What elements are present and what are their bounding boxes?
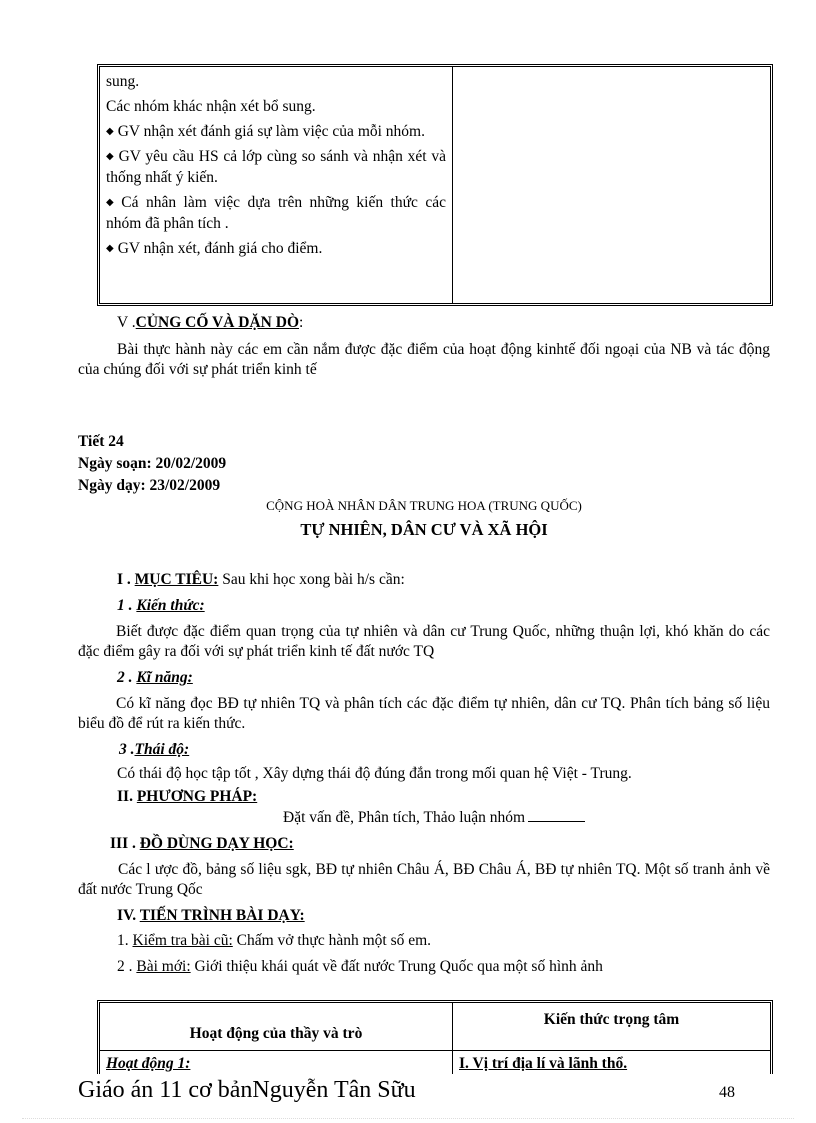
prep-date: Ngày soạn: 20/02/2009 (78, 455, 227, 472)
bulleted-paragraph: ◆ GV yêu cầu HS cả lớp cùng so sánh và nhận xét và thống nhất ý kiến. (106, 148, 446, 186)
column-header-key-knowledge: Kiến thức trọng tâm (543, 1011, 680, 1028)
diamond-bullet-icon: ◆ (106, 151, 115, 162)
section-iii-title: ĐỒ DÙNG DẠY HỌC: (139, 835, 294, 852)
section-iv-title: TIẾN TRÌNH BÀI DẠY: (139, 907, 305, 924)
method-text: Đặt vấn đề, Phân tích, Thảo luận nhóm (283, 808, 585, 828)
diamond-bullet-icon: ◆ (106, 243, 114, 254)
lesson-activity-table (97, 1000, 773, 1074)
section-iii-heading: III . ĐỒ DÙNG DẠY HỌC: (110, 835, 294, 852)
table-header-separator (100, 1050, 770, 1051)
section-iv-heading: IV. TIẾN TRÌNH BÀI DẠY: (117, 907, 305, 924)
activity-table-continued (97, 64, 773, 306)
teacher-student-activity-cell (106, 71, 446, 263)
footer-rule (22, 1118, 794, 1119)
knowledge-heading: 1 . Kiến thức: (117, 597, 205, 614)
section-i-title: MỤC TIÊU: (134, 571, 219, 588)
teach-date: Ngày dạy: 23/02/2009 (78, 477, 221, 494)
bulleted-paragraph: ◆ Cá nhân làm việc dựa trên những kiến thức các nhóm đã phân tích . (106, 194, 446, 232)
attitude-heading: 3 .Thái độ: (119, 741, 190, 758)
location-territory-heading: I. Vị trí địa lí và lãnh thổ. (459, 1055, 628, 1072)
materials-text: Các l ược đồ, bảng số liệu sgk, BĐ tự nhiên Châu Á, BĐ Châu Á, BĐ tự nhiên TQ. Một số tranh ảnh về đất nước Trung Qốc (78, 861, 770, 898)
bulleted-paragraph: ◆ GV nhận xét đánh giá sự làm việc của mỗi nhóm. (106, 123, 425, 140)
bulleted-paragraph: ◆ GV nhận xét, đánh giá cho điểm. (106, 240, 323, 257)
column-header-activities: Hoạt động của thầy và trò (189, 1025, 363, 1042)
section-v-heading: V .CỦNG CỐ VÀ DẶN DÒ: (117, 314, 304, 331)
lesson-subtitle: TỰ NHIÊN, DÂN CƯ VÀ XÃ HỘI (300, 520, 548, 539)
lesson-country-title: CỘNG HOÀ NHÂN DÂN TRUNG HOA (TRUNG QUỐC) (266, 498, 582, 513)
skill-text: Có kĩ năng đọc BĐ tự nhiên TQ và phân tích các đặc điểm tự nhiên, dân cư TQ. Phân tích bảng số liệu biểu đồ để rút ra kiến thức. (78, 695, 770, 732)
activity-1-label: Hoạt động 1: (106, 1055, 191, 1072)
diamond-bullet-icon: ◆ (106, 126, 114, 137)
progress-item-1: 1. Kiểm tra bài cũ: Chấm vở thực hành một số em. (117, 932, 432, 949)
page-number: 48 (719, 1084, 735, 1101)
section-i-heading: I . MỤC TIÊU: Sau khi học xong bài h/s cần: (117, 571, 405, 588)
table-column-divider (452, 67, 453, 303)
section-ii-heading: II. PHƯƠNG PHÁP: (117, 788, 258, 805)
method-blank-line (528, 821, 585, 822)
knowledge-text: Biết được đặc điểm quan trọng của tự nhiên và dân cư Trung Quốc, những thuận lợi, khó khăn do các đặc điểm gây ra đối với sự phát triển kinh tế đất nước TQ (78, 623, 770, 660)
progress-item-2: 2 . Bài mới: Giới thiệu khái quát về đất nước Trung Quốc qua một số hình ảnh (117, 958, 603, 975)
section-ii-title: PHƯƠNG PHÁP: (136, 788, 258, 805)
lesson-period: Tiết 24 (78, 433, 124, 450)
attitude-text: Có thái độ học tập tốt , Xây dựng thái độ đúng đắn trong mối quan hệ Việt - Trung. (117, 765, 632, 782)
section-v-body: Bài thực hành này các em cần nắm được đặc điểm của hoạt động kinhtế đối ngoại của NB và tác động của chúng đối với sự phát triển kinh tế (78, 341, 770, 378)
paragraph: sung. (106, 73, 140, 90)
section-v-title: CỦNG CỐ VÀ DẶN DÒ (135, 314, 299, 331)
skill-heading: 2 . Kĩ năng: (117, 669, 193, 686)
paragraph: Các nhóm khác nhận xét bổ sung. (106, 98, 316, 115)
diamond-bullet-icon: ◆ (106, 197, 118, 208)
footer-author-text: Giáo án 11 cơ bảnNguyễn Tân Sữu (78, 1077, 416, 1103)
